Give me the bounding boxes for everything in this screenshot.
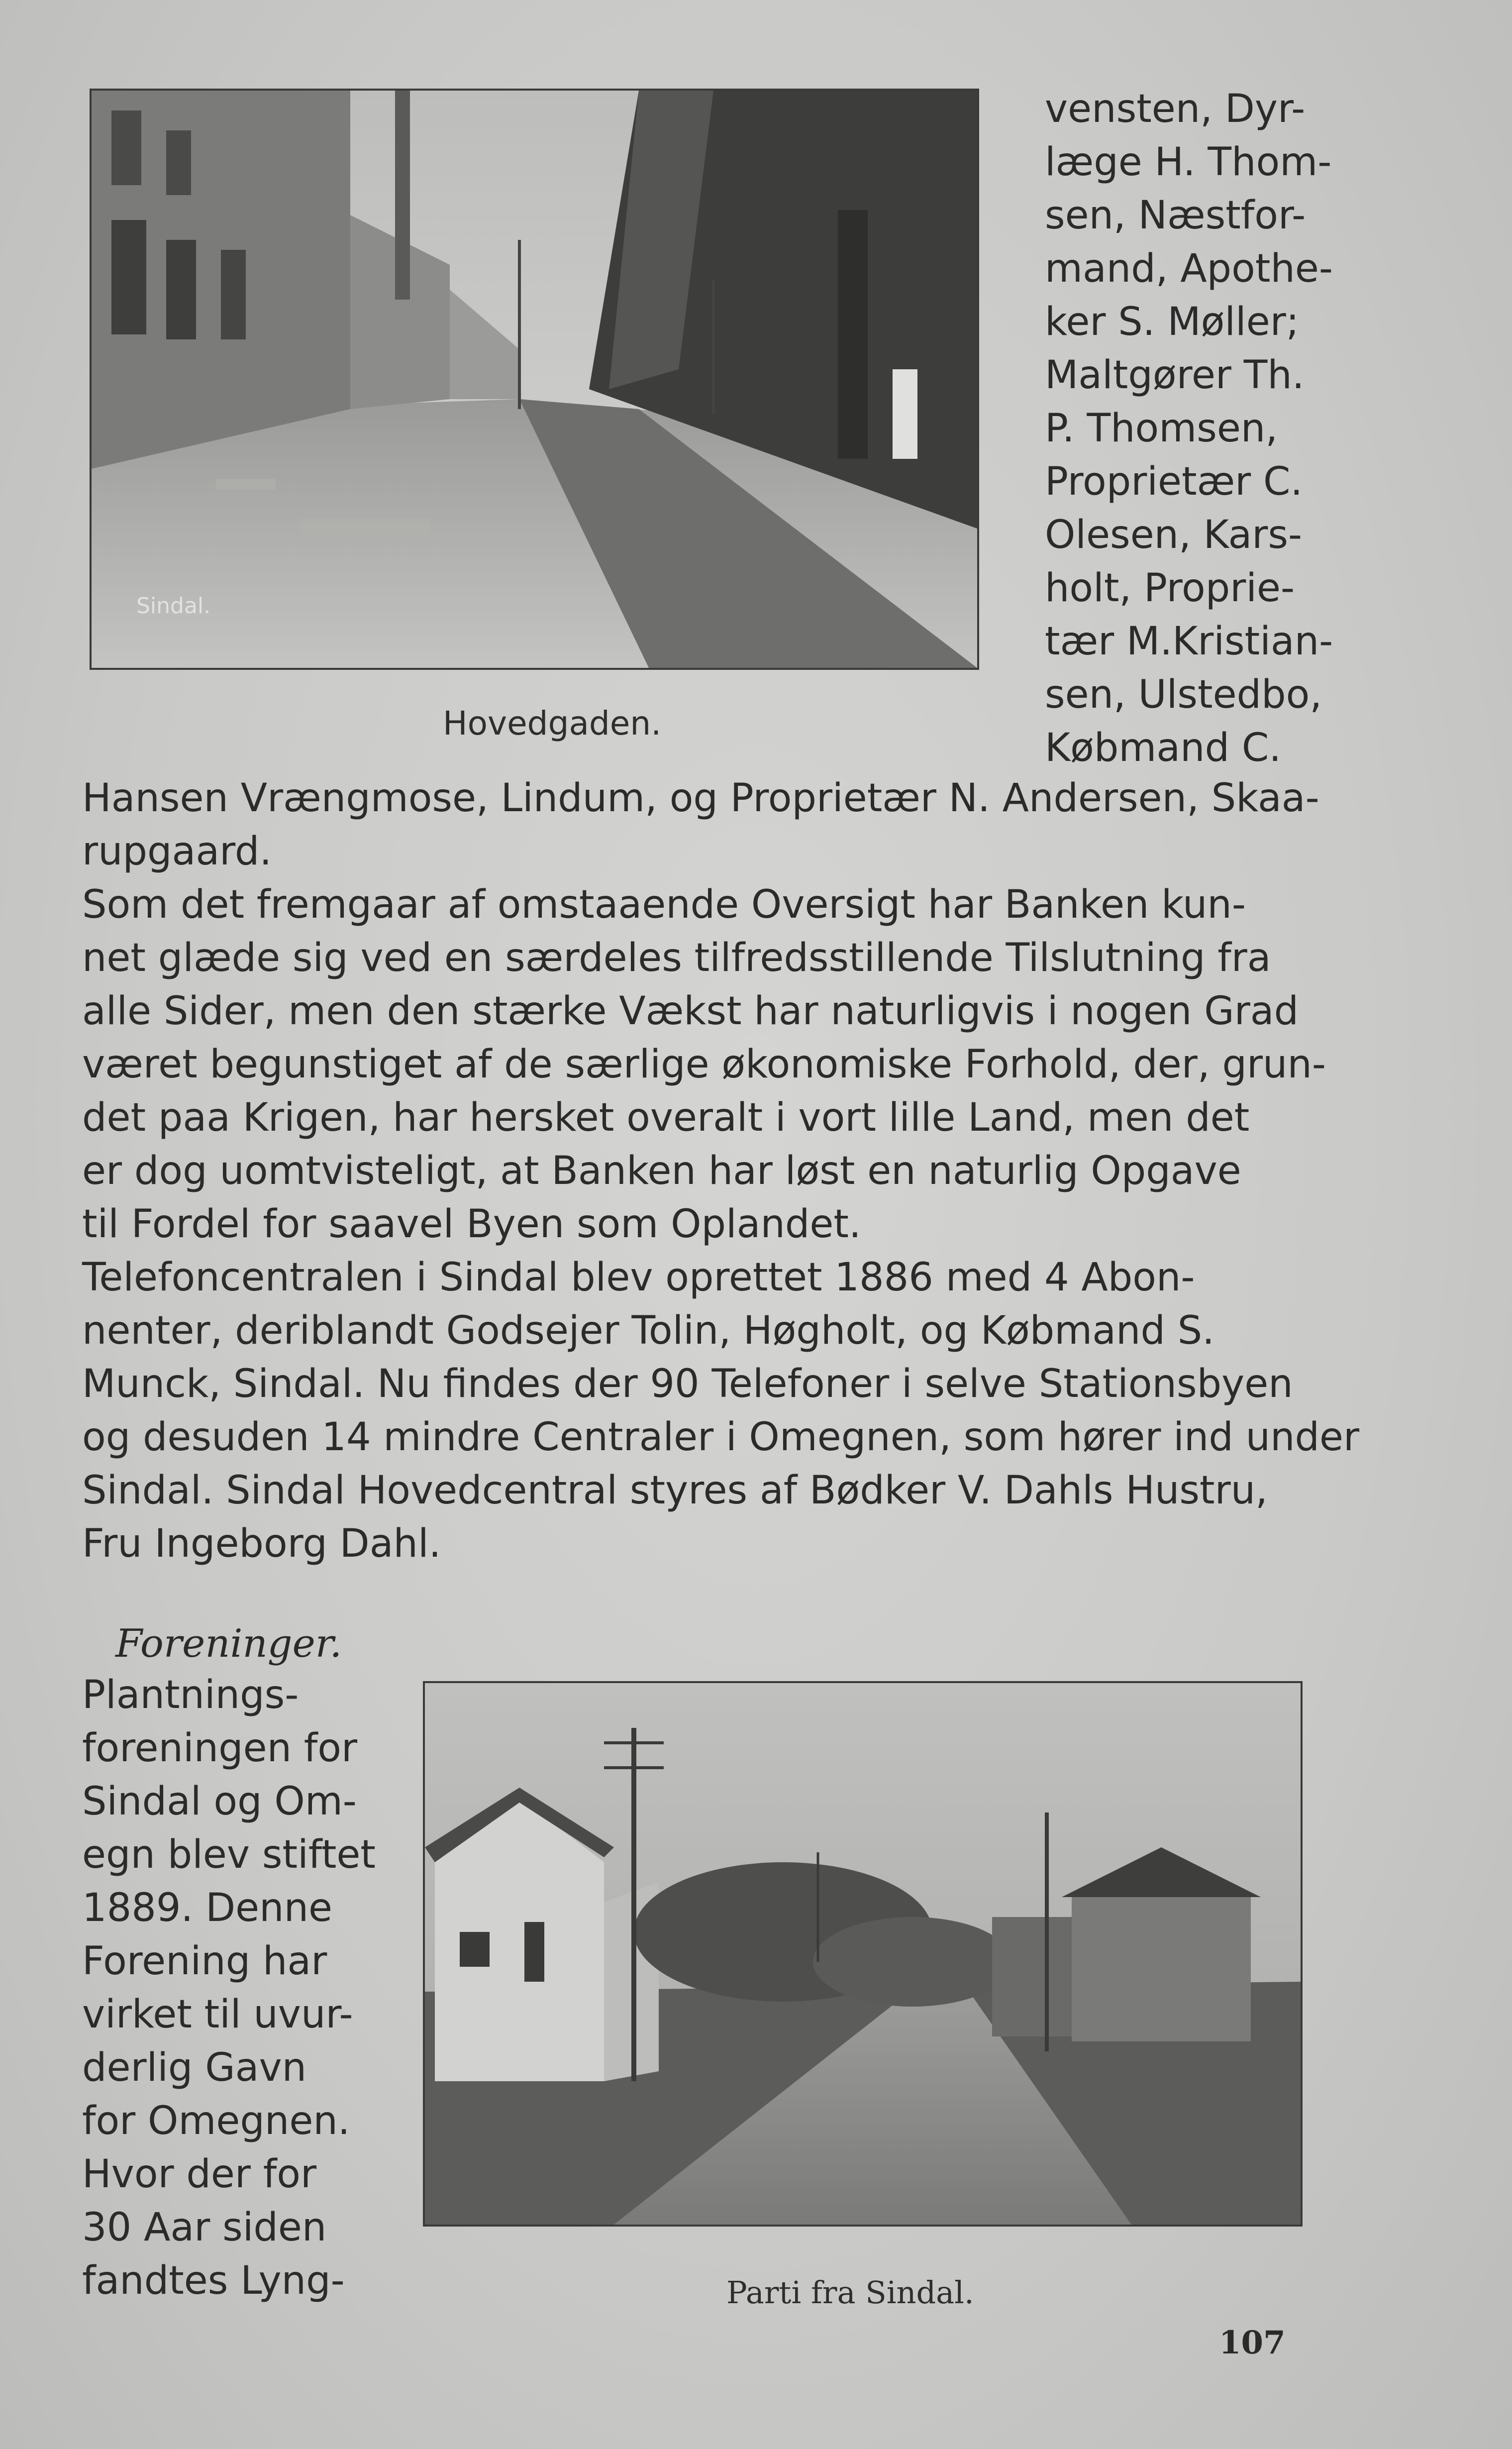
- text-line: været begunstiget af de særlige økonomiske Forhold, der, grun-: [82, 1042, 1326, 1087]
- photo-stamp: Sindal.: [136, 593, 211, 619]
- text-line: derlig Gavn: [82, 2045, 307, 2090]
- text-line: net glæde sig ved en særdeles tilfredsstillende Tilslutning fra: [82, 936, 1271, 980]
- text-line: Sindal. Sindal Hovedcentral styres af Bødker V. Dahls Hustru,: [82, 1468, 1268, 1513]
- text-line: 30 Aar siden: [82, 2205, 327, 2250]
- text-line: vensten, Dyr-: [1045, 87, 1306, 131]
- text-line: læge H. Thom-: [1045, 140, 1332, 185]
- sindal-photo-image: [425, 1683, 1301, 2225]
- caption-hovedgaden: Hovedgaden.: [443, 704, 662, 743]
- text-line: egn blev stiftet: [82, 1832, 376, 1877]
- text-line: det paa Krigen, har hersket overalt i vort lille Land, men det: [82, 1095, 1250, 1140]
- text-line: mand, Apothe-: [1045, 246, 1333, 291]
- text-line: foreningen for: [82, 1726, 358, 1771]
- text-line: Munck, Sindal. Nu findes der 90 Telefoner i selve Stationsbyen: [82, 1362, 1293, 1406]
- text-line: sen, Ulstedbo,: [1045, 672, 1322, 717]
- text-line: Proprietær C.: [1045, 459, 1303, 504]
- text-line: og desuden 14 mindre Centraler i Omegnen, som hører ind under: [82, 1415, 1360, 1460]
- text-line: Som det fremgaar af omstaaende Oversigt har Banken kun-: [82, 882, 1246, 927]
- text-line: sen, Næstfor-: [1045, 193, 1306, 238]
- text-line: Sindal og Om-: [82, 1779, 357, 1824]
- text-line: tær M.Kristian-: [1045, 619, 1333, 664]
- text-line: er dog uomtvisteligt, at Banken har løst en naturlig Opgave: [82, 1149, 1241, 1193]
- text-line: holt, Proprie-: [1045, 566, 1295, 611]
- street-photo-image: [92, 91, 977, 668]
- text-line: 1889. Denne: [82, 1886, 333, 1930]
- text-line: Telefoncentralen i Sindal blev oprettet 1886 med 4 Abon-: [82, 1255, 1195, 1300]
- text-line: Olesen, Kars-: [1045, 513, 1303, 557]
- photo-hovedgaden: [90, 89, 979, 670]
- text-line: virket til uvur-: [82, 1992, 353, 2037]
- text-line: Hvor der for: [82, 2152, 317, 2197]
- text-line: alle Sider, men den stærke Vækst har naturligvis i nogen Grad: [82, 989, 1299, 1034]
- text-line: Købmand C.: [1045, 726, 1282, 770]
- section-heading: Foreninger.: [115, 1621, 342, 1666]
- text-line: rupgaard.: [82, 829, 272, 874]
- page-number: 107: [1219, 2324, 1286, 2361]
- text-line: for Omegnen.: [82, 2099, 350, 2143]
- text-line: fandtes Lyng-: [82, 2258, 345, 2303]
- caption-parti-fra-sindal: Parti fra Sindal.: [726, 2274, 974, 2311]
- text-line: Plantnings-: [82, 1673, 299, 1717]
- text-line: ker S. Møller;: [1045, 300, 1300, 344]
- text-line: P. Thomsen,: [1045, 406, 1278, 451]
- text-line: til Fordel for saavel Byen som Oplandet.: [82, 1202, 861, 1247]
- text-line: nenter, deriblandt Godsejer Tolin, Høgholt, og Købmand S.: [82, 1308, 1215, 1353]
- text-line: Hansen Vrængmose, Lindum, og Proprietær N. Andersen, Skaa-: [82, 776, 1319, 821]
- text-line: Forening har: [82, 1939, 327, 1984]
- photo-parti-fra-sindal: [423, 1681, 1303, 2227]
- text-line: Maltgører Th.: [1045, 353, 1305, 398]
- text-line: Fru Ingeborg Dahl.: [82, 1521, 441, 1566]
